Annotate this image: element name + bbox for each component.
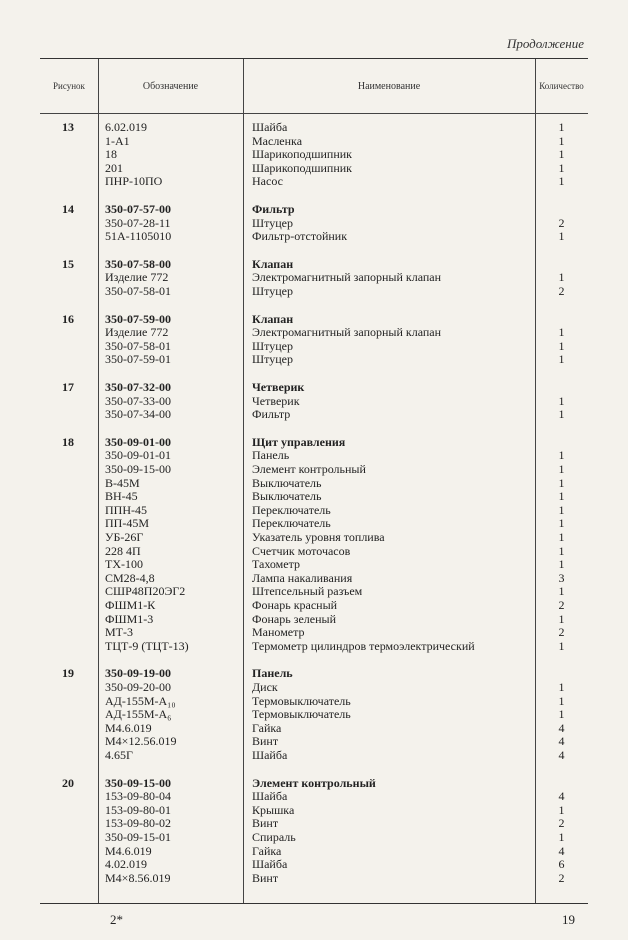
- quantity-cell: 1: [558, 584, 565, 599]
- name-cell: Клапан: [252, 311, 294, 326]
- quantity-cell: 2: [558, 816, 565, 831]
- table-row: [40, 504, 588, 518]
- name-cell: Выключатель: [252, 489, 322, 504]
- continuation-label: Продолжение: [506, 36, 584, 51]
- name-cell: Тахометр: [252, 557, 300, 572]
- name-cell: Штуцер: [252, 352, 293, 367]
- table-row: [40, 395, 588, 409]
- name-cell: Клапан: [252, 256, 294, 271]
- designation-cell: СШР48П20ЭГ2: [105, 584, 186, 599]
- quantity-cell: 1: [558, 352, 565, 367]
- table-row: [40, 175, 588, 189]
- designation-cell: 153-09-80-01: [105, 802, 171, 817]
- quantity-cell: 1: [558, 502, 565, 517]
- table-row: [40, 313, 588, 327]
- quantity-cell: 1: [558, 693, 565, 708]
- quantity-cell: 3: [558, 570, 565, 585]
- name-cell: Четверик: [252, 393, 300, 408]
- designation-cell: ФШМ1-К: [105, 598, 156, 612]
- table-row: [40, 572, 588, 586]
- figure-number: 16: [62, 311, 74, 326]
- table-row: [40, 681, 588, 695]
- figure-number: 17: [62, 380, 74, 394]
- name-cell: Штуцер: [252, 284, 293, 298]
- quantity-cell: 2: [558, 870, 565, 885]
- quantity-cell: 1: [558, 120, 565, 134]
- name-cell: Винт: [252, 870, 279, 885]
- quantity-cell: 1: [558, 147, 565, 162]
- table-row: [40, 490, 588, 504]
- designation-cell: 350-09-20-00: [105, 680, 171, 694]
- quantity-cell: 1: [558, 393, 565, 408]
- name-cell: Четверик: [252, 380, 305, 394]
- table-row: [40, 845, 588, 859]
- designation-cell: 350-07-59-00: [105, 311, 171, 326]
- name-cell: Штуцер: [252, 338, 293, 353]
- name-cell: Шайба: [252, 789, 288, 804]
- table-row: [40, 121, 588, 135]
- designation-cell: 1-А1: [105, 133, 130, 148]
- name-cell: Шарикоподшипник: [252, 147, 353, 162]
- quantity-cell: 1: [558, 543, 565, 558]
- quantity-cell: 1: [558, 516, 565, 531]
- designation-cell: 4.65Г: [105, 748, 133, 762]
- figure-number: 15: [62, 256, 74, 271]
- name-cell: Насос: [252, 174, 283, 189]
- designation-cell: Изделие 772: [105, 325, 169, 340]
- name-cell: Щит управления: [252, 434, 346, 449]
- figure-number: 19: [62, 666, 74, 681]
- quantity-cell: 1: [558, 707, 565, 722]
- designation-cell: ТЦТ-9 (ТЦТ-13): [105, 638, 189, 653]
- table-row: [40, 203, 588, 217]
- designation-cell: 350-07-33-00: [105, 393, 171, 408]
- table-row: [40, 436, 588, 450]
- quantity-cell: 4: [558, 789, 565, 804]
- parts-table: [40, 58, 588, 904]
- table-row: [40, 708, 588, 722]
- figure-number: 13: [62, 120, 74, 134]
- header-quantity: Количество: [539, 80, 584, 91]
- name-cell: Фонарь зеленый: [252, 611, 336, 626]
- table-row: [40, 463, 588, 477]
- table-row: [40, 585, 588, 599]
- designation-cell: ППН-45: [105, 502, 147, 517]
- designation-cell: 350-07-58-01: [105, 284, 171, 298]
- designation-cell: 350-07-32-00: [105, 380, 171, 394]
- header-name: Наименование: [357, 80, 421, 92]
- quantity-cell: 1: [558, 133, 565, 148]
- designation-cell: МТ-3: [105, 625, 133, 640]
- quantity-cell: 1: [558, 160, 565, 175]
- quantity-cell: 1: [558, 530, 565, 544]
- designation-cell: ТХ-100: [105, 557, 143, 572]
- designation-cell: 350-07-28-11: [105, 215, 171, 230]
- designation-cell: 18: [105, 147, 117, 162]
- quantity-cell: 1: [558, 638, 565, 653]
- designation-cell: УБ-26Г: [105, 530, 144, 544]
- name-cell: Шайба: [252, 857, 288, 872]
- table-row: [40, 230, 588, 244]
- quantity-cell: 4: [558, 734, 565, 749]
- table-row: [40, 477, 588, 491]
- quantity-cell: 1: [558, 338, 565, 353]
- designation-cell: 350-07-58-00: [105, 256, 171, 271]
- name-cell: Термовыключатель: [252, 707, 351, 722]
- name-cell: Штепсельный разъем: [252, 584, 363, 599]
- name-cell: Лампа накаливания: [252, 570, 353, 585]
- page-number: 19: [562, 912, 575, 927]
- table-row: [40, 858, 588, 872]
- table-row: [40, 217, 588, 231]
- table-row: [40, 667, 588, 681]
- quantity-cell: 1: [558, 407, 565, 422]
- name-cell: Гайка: [252, 843, 282, 858]
- name-cell: Фонарь красный: [252, 598, 338, 612]
- designation-cell: АД-155М-А₁₀: [105, 693, 176, 708]
- table-row: [40, 326, 588, 340]
- table-row: [40, 817, 588, 831]
- table-row: [40, 695, 588, 709]
- quantity-cell: 1: [558, 174, 565, 189]
- designation-cell: 350-09-01-00: [105, 434, 171, 449]
- table-row: [40, 872, 588, 886]
- header-divider: [40, 113, 588, 114]
- designation-cell: В-45М: [105, 475, 140, 490]
- quantity-cell: 2: [558, 284, 565, 298]
- quantity-cell: 1: [558, 475, 565, 490]
- table-row: [40, 722, 588, 736]
- name-cell: Указатель уровня топлива: [252, 530, 385, 544]
- quantity-cell: 1: [558, 325, 565, 340]
- table-row: [40, 613, 588, 627]
- name-cell: Шайба: [252, 120, 288, 134]
- table-row: [40, 749, 588, 763]
- table-row: [40, 285, 588, 299]
- name-cell: Масленка: [252, 133, 303, 148]
- table-row: [40, 135, 588, 149]
- designation-cell: ПНР-10ПО: [105, 174, 163, 189]
- quantity-cell: 1: [558, 611, 565, 626]
- table-row: [40, 599, 588, 613]
- name-cell: Переключатель: [252, 502, 331, 517]
- quantity-cell: 1: [558, 448, 565, 463]
- table-row: [40, 340, 588, 354]
- designation-cell: 350-07-34-00: [105, 407, 171, 422]
- quantity-cell: 1: [558, 229, 565, 244]
- table-row: [40, 558, 588, 572]
- quantity-cell: 1: [558, 270, 565, 285]
- quantity-cell: 1: [558, 462, 565, 476]
- designation-cell: 350-09-19-00: [105, 666, 171, 681]
- name-cell: Переключатель: [252, 516, 331, 531]
- table-row: [40, 545, 588, 559]
- name-cell: Электромагнитный запорный клапан: [252, 325, 442, 340]
- name-cell: Счетчик моточасов: [252, 543, 351, 558]
- name-cell: Термометр цилиндров термоэлектрический: [252, 638, 475, 653]
- quantity-cell: 4: [558, 748, 565, 762]
- name-cell: Термовыключатель: [252, 693, 351, 708]
- designation-cell: 350-07-57-00: [105, 202, 171, 216]
- header-designation: Обозначение: [142, 80, 199, 92]
- table-row: [40, 626, 588, 640]
- table-row: [40, 353, 588, 367]
- quantity-cell: 1: [558, 680, 565, 694]
- name-cell: Штуцер: [252, 215, 293, 230]
- table-row: [40, 381, 588, 395]
- designation-cell: ВН-45: [105, 489, 138, 504]
- quantity-cell: 1: [558, 802, 565, 817]
- name-cell: Гайка: [252, 720, 282, 735]
- name-cell: Фильтр: [252, 407, 291, 422]
- figure-number: 18: [62, 434, 74, 449]
- name-cell: Диск: [252, 680, 278, 694]
- table-row: [40, 449, 588, 463]
- name-cell: Фильтр-отстойник: [252, 229, 348, 244]
- table-row: [40, 790, 588, 804]
- designation-cell: М4.6.019: [105, 720, 152, 735]
- table-row: [40, 640, 588, 654]
- table-row: [40, 408, 588, 422]
- quantity-cell: 6: [558, 857, 565, 872]
- quantity-cell: 2: [558, 625, 565, 640]
- designation-cell: 6.02.019: [105, 120, 147, 134]
- figure-number: 20: [62, 775, 74, 790]
- name-cell: Фильтр: [252, 202, 295, 216]
- designation-cell: М4×8.56.019: [105, 870, 171, 885]
- quantity-cell: 2: [558, 598, 565, 612]
- designation-cell: 51А-1105010: [105, 229, 172, 244]
- quantity-cell: 4: [558, 720, 565, 735]
- designation-cell: 153-09-80-04: [105, 789, 171, 804]
- name-cell: Спираль: [252, 830, 296, 844]
- designation-cell: ПП-45М: [105, 516, 149, 531]
- designation-cell: 201: [105, 160, 123, 175]
- header-figure: Рисунок: [53, 80, 85, 91]
- name-cell: Шайба: [252, 748, 288, 762]
- designation-cell: 4.02.019: [105, 857, 147, 872]
- name-cell: Манометр: [252, 625, 305, 640]
- quantity-cell: 1: [558, 830, 565, 844]
- name-cell: Панель: [252, 666, 293, 681]
- table-row: [40, 531, 588, 545]
- table-row: [40, 777, 588, 791]
- table-row: [40, 258, 588, 272]
- name-cell: Элемент контрольный: [252, 775, 376, 790]
- designation-cell: Изделие 772: [105, 270, 169, 285]
- name-cell: Винт: [252, 734, 279, 749]
- designation-cell: 153-09-80-02: [105, 816, 171, 831]
- designation-cell: 228 4П: [105, 543, 141, 558]
- quantity-cell: 4: [558, 843, 565, 858]
- name-cell: Выключатель: [252, 475, 322, 490]
- name-cell: Элемент контрольный: [252, 462, 366, 476]
- designation-cell: М4.6.019: [105, 843, 152, 858]
- designation-cell: М4×12.56.019: [105, 734, 177, 749]
- designation-cell: СМ28-4,8: [105, 570, 155, 585]
- table-row: [40, 804, 588, 818]
- quantity-cell: 1: [558, 557, 565, 572]
- designation-cell: 350-09-01-01: [105, 448, 171, 463]
- signature-mark: 2*: [110, 912, 123, 927]
- name-cell: Винт: [252, 816, 279, 831]
- designation-cell: 350-07-59-01: [105, 352, 171, 367]
- designation-cell: ФШМ1-3: [105, 611, 154, 626]
- name-cell: Шарикоподшипник: [252, 160, 353, 175]
- name-cell: Электромагнитный запорный клапан: [252, 270, 442, 285]
- designation-cell: 350-09-15-00: [105, 462, 171, 476]
- quantity-cell: 1: [558, 489, 565, 504]
- designation-cell: 350-09-15-01: [105, 830, 171, 844]
- designation-cell: 350-07-58-01: [105, 338, 171, 353]
- figure-number: 14: [62, 202, 74, 216]
- table-row: [40, 517, 588, 531]
- table-row: [40, 162, 588, 176]
- table-row: [40, 271, 588, 285]
- designation-cell: 350-09-15-00: [105, 775, 171, 790]
- table-row: [40, 831, 588, 845]
- name-cell: Крышка: [252, 802, 295, 817]
- name-cell: Панель: [252, 448, 290, 463]
- table-row: [40, 735, 588, 749]
- table-row: [40, 148, 588, 162]
- quantity-cell: 2: [558, 215, 565, 230]
- designation-cell: АД-155М-А₆: [105, 707, 172, 722]
